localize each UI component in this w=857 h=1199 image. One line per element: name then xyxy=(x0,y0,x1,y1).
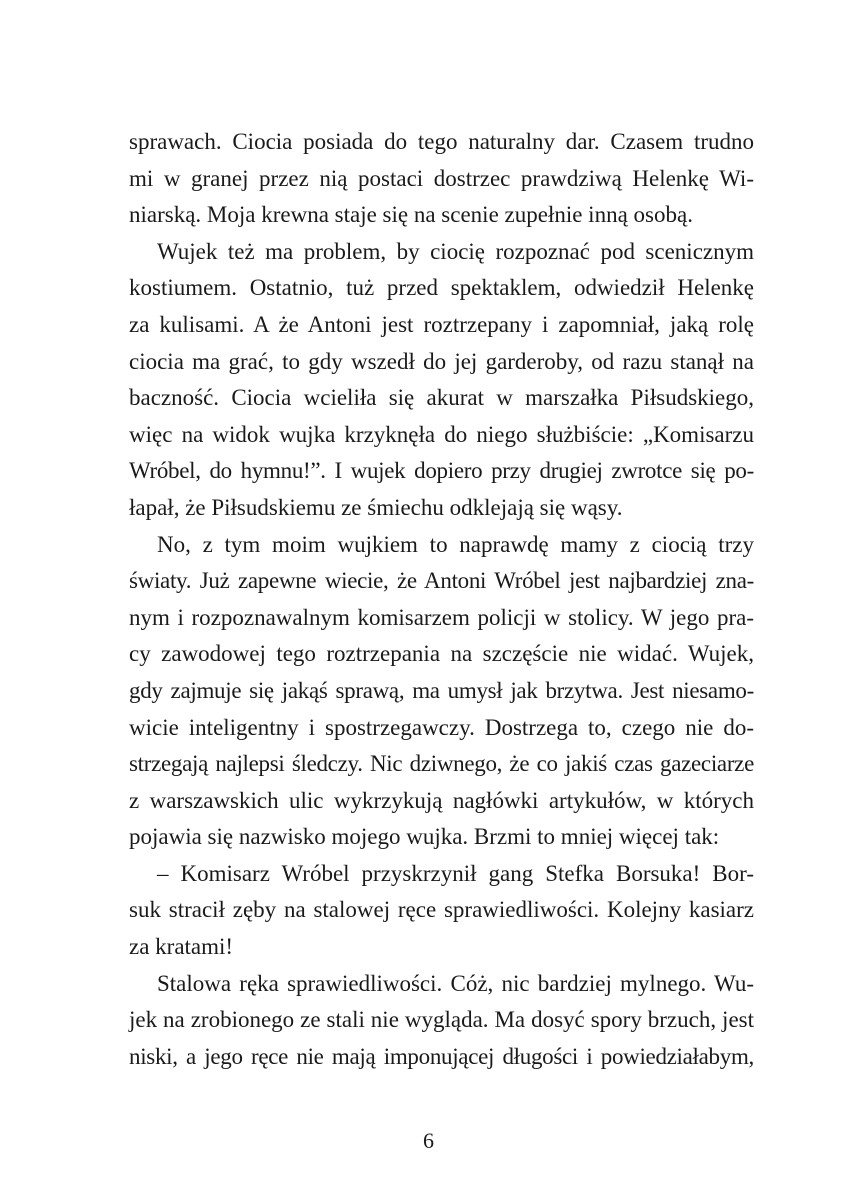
text-line: niarską. Moja krewna staje się na scenie zupełnie inną osobą. xyxy=(129,202,693,228)
text-line: nym i rozpoznawalnym komisarzem policji w stolicy. W jego pra- xyxy=(129,604,754,630)
text-line: pojawia się nazwisko mojego wujka. Brzmi to mniej więcej tak: xyxy=(129,824,720,850)
text-line: kostiumem. Ostatnio, tuż przed spektaklem, odwiedził Helenkę xyxy=(129,275,754,301)
text-line: więc na widok wujka krzyknęła do niego służbiście: „Komisarzu xyxy=(129,421,754,447)
text-line: jek na zrobionego ze stali nie wygląda. Ma dosyć spory brzuch, jest xyxy=(129,1007,754,1033)
text-line: ciocia ma grać, to gdy wszedł do jej garderoby, od razu stanął na xyxy=(129,348,754,374)
text-line: światy. Już zapewne wiecie, że Antoni Wróbel jest najbardziej zna- xyxy=(129,568,754,594)
text-line: wicie inteligentny i spostrzegawczy. Dostrzega to, czego nie do- xyxy=(129,714,754,740)
text-line: cy zawodowej tego roztrzepania na szczęście nie widać. Wujek, xyxy=(129,641,754,667)
text-line: strzegają najlepsi śledczy. Nic dziwnego, że co jakiś czas gazeciarze xyxy=(129,751,754,777)
text-line: sprawach. Ciocia posiada do tego naturalny dar. Czasem trudno xyxy=(129,129,754,154)
text-line: łapał, że Piłsudskiemu ze śmiechu odklejają się wąsy. xyxy=(129,494,623,520)
text-line: gdy zajmuje się jakąś sprawą, ma umysł jak brzytwa. Jest niesamo- xyxy=(129,677,754,703)
text-line: Wujek też ma problem, by ciocię rozpoznać pod scenicznym xyxy=(157,238,754,264)
text-line: – Komisarz Wróbel przyskrzynił gang Stefka Borsuka! Bor- xyxy=(157,860,754,886)
text-line: niski, a jego ręce nie mają imponującej długości i powiedziałabym, xyxy=(129,1043,754,1069)
text-line: Wróbel, do hymnu!”. I wujek dopiero przy drugiej zwrotce się po- xyxy=(129,458,754,484)
body-text xyxy=(129,124,754,1075)
text-line: za kulisami. A że Antoni jest roztrzepany i zapomniał, jaką rolę xyxy=(129,311,754,337)
text-line: mi w granej przez nią postaci dostrzec prawdziwą Helenkę Wi- xyxy=(129,165,754,191)
text-line: z warszawskich ulic wykrzykują nagłówki artykułów, w których xyxy=(129,787,754,813)
text-line: za kratami! xyxy=(129,934,234,960)
text-line: No, z tym moim wujkiem to naprawdę mamy z ciocią trzy xyxy=(157,531,754,557)
page-number: 6 xyxy=(423,1128,434,1153)
text-line: Stalowa ręka sprawiedliwości. Cóż, nic bardziej mylnego. Wu- xyxy=(157,970,754,996)
text-line: baczność. Ciocia wcieliła się akurat w marszałka Piłsudskiego, xyxy=(129,385,754,411)
text-line: suk stracił zęby na stalowej ręce sprawiedliwości. Kolejny kasiarz xyxy=(129,897,754,923)
